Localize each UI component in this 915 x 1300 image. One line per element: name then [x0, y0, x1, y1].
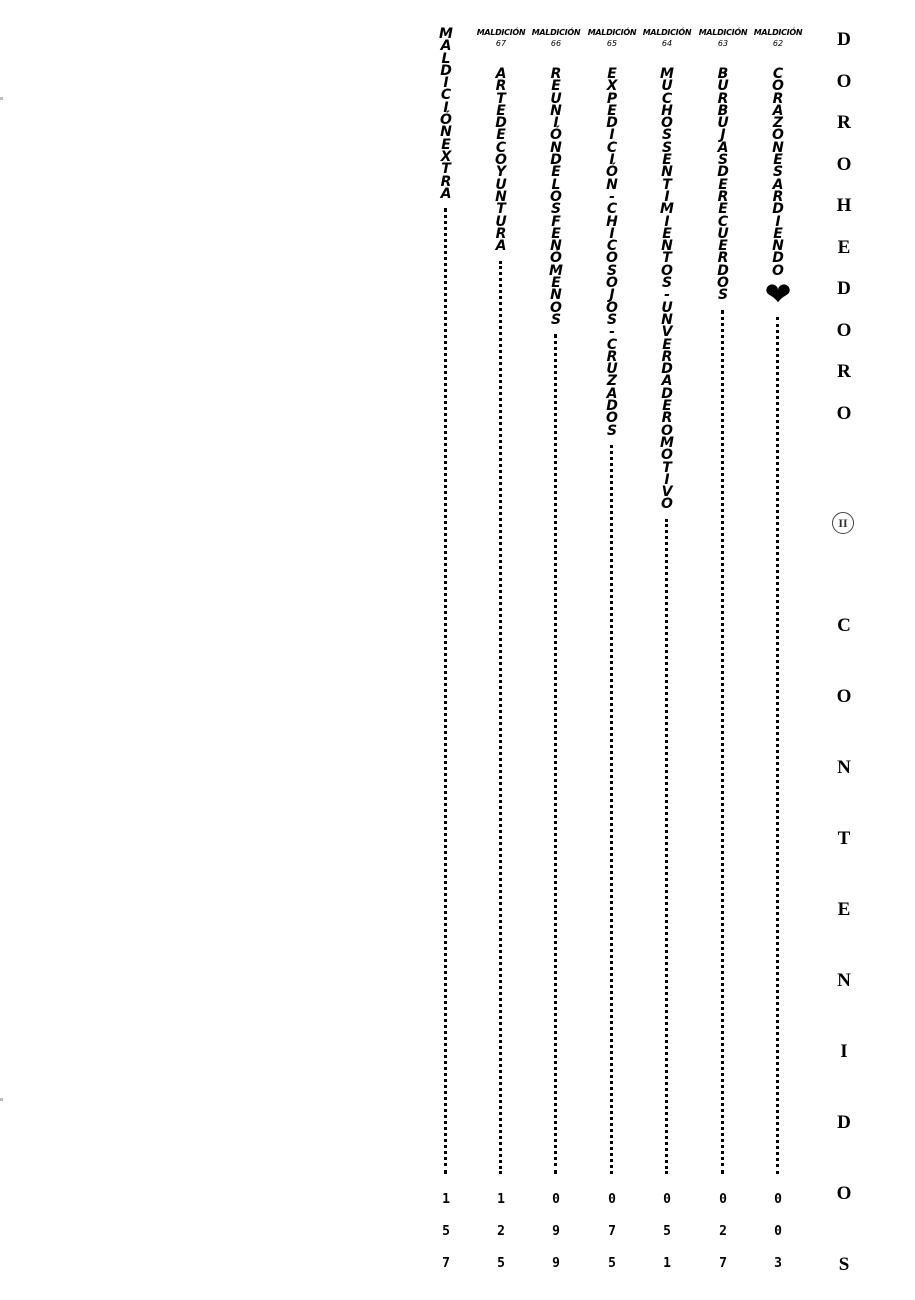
chapter-title: M A L D I C I Ó N E X T R A: [439, 26, 453, 202]
page-digit: 0: [774, 1224, 782, 1239]
page-number: [529, 1190, 583, 1286]
chapter-entry: [529, 24, 583, 1300]
series-title-letter: O: [836, 319, 852, 341]
chapter-number: 62: [772, 39, 784, 48]
contents-title-letter: C: [837, 615, 851, 636]
series-title-letter: D: [837, 29, 851, 50]
dotted-leader: [444, 208, 447, 1174]
dotted-leader: [610, 445, 613, 1174]
page-digit: 0: [552, 1192, 560, 1207]
page-digit: 9: [552, 1224, 560, 1239]
dotted-leader: [554, 334, 557, 1174]
series-title-letter: O: [836, 70, 852, 92]
side-title: [818, 24, 870, 1300]
contents-title-letter: S: [838, 1254, 850, 1275]
page-digit: 0: [663, 1192, 671, 1207]
chapter-label: MALDICIÓN: [642, 28, 692, 37]
page-digit: 2: [497, 1224, 505, 1239]
chapter-entry: [751, 24, 805, 1300]
page-number: [696, 1190, 750, 1286]
page-digit: 0: [719, 1192, 727, 1207]
page-digit: 1: [442, 1192, 450, 1207]
series-title-letter: O: [836, 402, 852, 424]
page-number: [419, 1190, 473, 1286]
chapter-title: M U C H O S S E N T I M I E N T O S - U N V E R D A D E R O M O T I V O: [660, 66, 674, 513]
page-digit: 3: [774, 1256, 782, 1271]
contents-title-letter: T: [837, 828, 851, 849]
page-digit: 2: [719, 1224, 727, 1239]
chapter-entry: [474, 24, 528, 1300]
page-digit: 5: [497, 1256, 505, 1271]
chapter-number: 63: [717, 39, 729, 48]
chapter-title: B U R B U J A S D E R E C U E R D O S: [717, 66, 729, 304]
chapter-label: MALDICIÓN: [753, 28, 803, 37]
page-digit: 7: [719, 1256, 727, 1271]
chapter-label: MALDICIÓN: [698, 28, 748, 37]
chapter-title: R E U N I Ó N D E L O S F E N Ó M E N O S: [549, 66, 563, 328]
chapter-number: 66: [550, 39, 562, 48]
series-title-letter: H: [836, 195, 852, 216]
chapter-label: MALDICIÓN: [531, 28, 581, 37]
chapter-title: E X P E D I C I Ó N - C H I C O S O J O S - C R U Z A D O S: [606, 66, 618, 439]
page-number: [474, 1190, 528, 1286]
dotted-leader: [721, 310, 724, 1174]
contents-title-letter: O: [836, 686, 852, 707]
page-digit: 5: [663, 1224, 671, 1239]
chapter-label: MALDICIÓN: [587, 28, 637, 37]
page-digit: 1: [497, 1192, 505, 1207]
chapter-title: C O R A Z O N E S A R D I E N D O ❤: [751, 68, 805, 309]
page-digit: 7: [442, 1256, 450, 1271]
chapter-entry: [585, 24, 639, 1300]
scan-mark: [0, 97, 3, 100]
contents-title-letter: D: [837, 1112, 851, 1133]
page-number: [751, 1190, 805, 1286]
page-digit: 1: [663, 1256, 671, 1271]
page-digit: 0: [774, 1192, 782, 1207]
contents-title-letter: O: [836, 1183, 852, 1204]
page-digit: 5: [608, 1256, 616, 1271]
dotted-leader: [776, 317, 779, 1174]
page-digit: 5: [442, 1224, 450, 1239]
page-number: [585, 1190, 639, 1286]
page-digit: 9: [552, 1256, 560, 1271]
series-title-letter: D: [837, 278, 851, 299]
series-title-letter: O: [836, 153, 852, 175]
series-title-letter: R: [837, 112, 851, 133]
contents-title-letter: I: [840, 1041, 848, 1062]
scan-mark: [0, 1098, 3, 1101]
chapter-number: 67: [495, 39, 507, 48]
volume-badge: II: [832, 512, 854, 534]
contents-title-letter: N: [837, 757, 851, 778]
contents-title-letter: N: [837, 970, 851, 991]
dotted-leader: [499, 261, 502, 1175]
chapter-title: A R T E D E C O Y U N T U R A: [495, 66, 507, 255]
page-digit: 0: [608, 1192, 616, 1207]
page-digit: 7: [608, 1224, 616, 1239]
series-title-letter: R: [837, 361, 851, 382]
chapter-number: 64: [661, 39, 673, 48]
chapter-entry: [696, 24, 750, 1300]
chapter-entry: [640, 24, 694, 1300]
chapter-entry: [419, 24, 473, 1300]
contents-title-letter: E: [837, 899, 851, 920]
page-number: [640, 1190, 694, 1286]
chapter-number: 65: [606, 39, 618, 48]
heart-icon: ❤: [764, 275, 792, 314]
chapter-label: MALDICIÓN: [476, 28, 526, 37]
dotted-leader: [665, 519, 668, 1174]
series-title-letter: E: [837, 236, 851, 258]
